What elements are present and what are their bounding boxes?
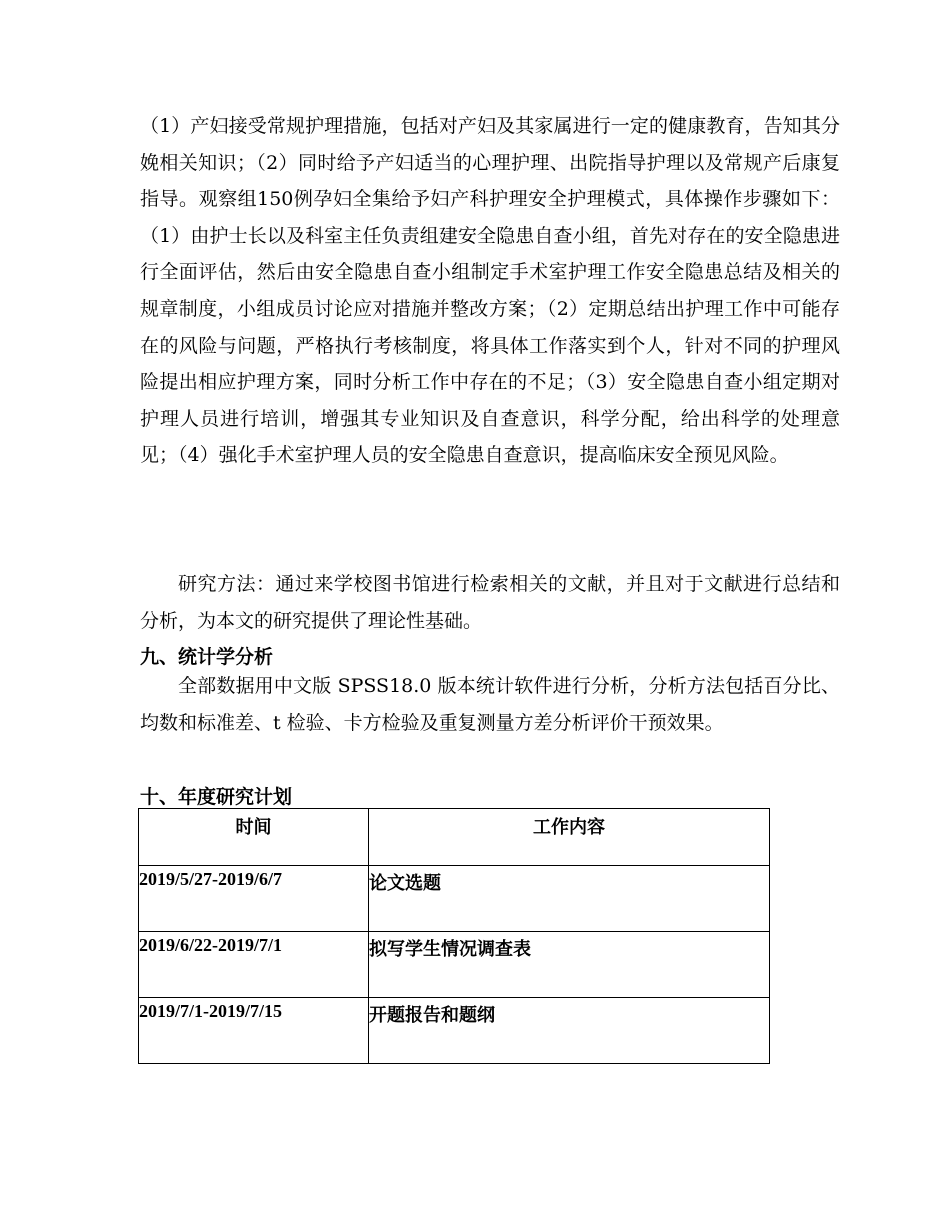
paragraph-research-method: 研究方法：通过来学校图书馆进行检索相关的文献，并且对于文献进行总结和分析，为本文的研究提供了理论性基础。 [140, 573, 840, 632]
table-row [139, 866, 770, 932]
cell-time: 2019/6/22-2019/7/1 [139, 932, 369, 998]
cell-time: 2019/5/27-2019/6/7 [139, 866, 369, 932]
cell-time: 2019/7/1-2019/7/15 [139, 998, 369, 1064]
column-header-time: 时间 [139, 809, 369, 866]
table-row [139, 932, 770, 998]
cell-work: 拟写学生情况调查表 [369, 932, 770, 998]
paragraph-statistics: 全部数据用中文版 SPSS18.0 版本统计软件进行分析，分析方法包括百分比、均数和标准差、t 检验、卡方检验及重复测量方差分析评价干预效果。 [140, 675, 840, 734]
cell-work: 论文选题 [369, 866, 770, 932]
section-heading-annual-plan: 十、年度研究计划 [140, 786, 293, 808]
paragraph-nursing-methods: （1）产妇接受常规护理措施，包括对产妇及其家属进行一定的健康教育，告知其分娩相关知识；（2）同时给予产妇适当的心理护理、出院指导护理以及常规产后康复指导。观察组150例孕妇全集给予妇产科护理安全护理模式，具体操作步骤如下：（1）由护士长以及科室主任负责组建安全隐患自查小组，首先对存在的安全隐患进行全面评估，然后由安全隐患自查小组制定手术室护理工作安全隐患总结及相关的规章制度，小组成员讨论应对措施并整改方案；（2）定期总结出护理工作中可能存在的风险与问题，严格执行考核制度，将具体工作落实到个人，针对不同的护理风险提出相应护理方案，同时分析工作中存在的不足；（3）安全隐患自查小组定期对护理人员进行培训，增强其专业知识及自查意识，科学分配，给出科学的处理意见；（4）强化手术室护理人员的安全隐患自查意识，提高临床安全预见风险。 [140, 115, 840, 467]
section-heading-statistics: 九、统计学分析 [140, 646, 274, 668]
table-row [139, 998, 770, 1064]
annual-plan-table [138, 808, 770, 1064]
table-header-row [139, 809, 770, 866]
column-header-work: 工作内容 [369, 809, 770, 866]
cell-work: 开题报告和题纲 [369, 998, 770, 1064]
